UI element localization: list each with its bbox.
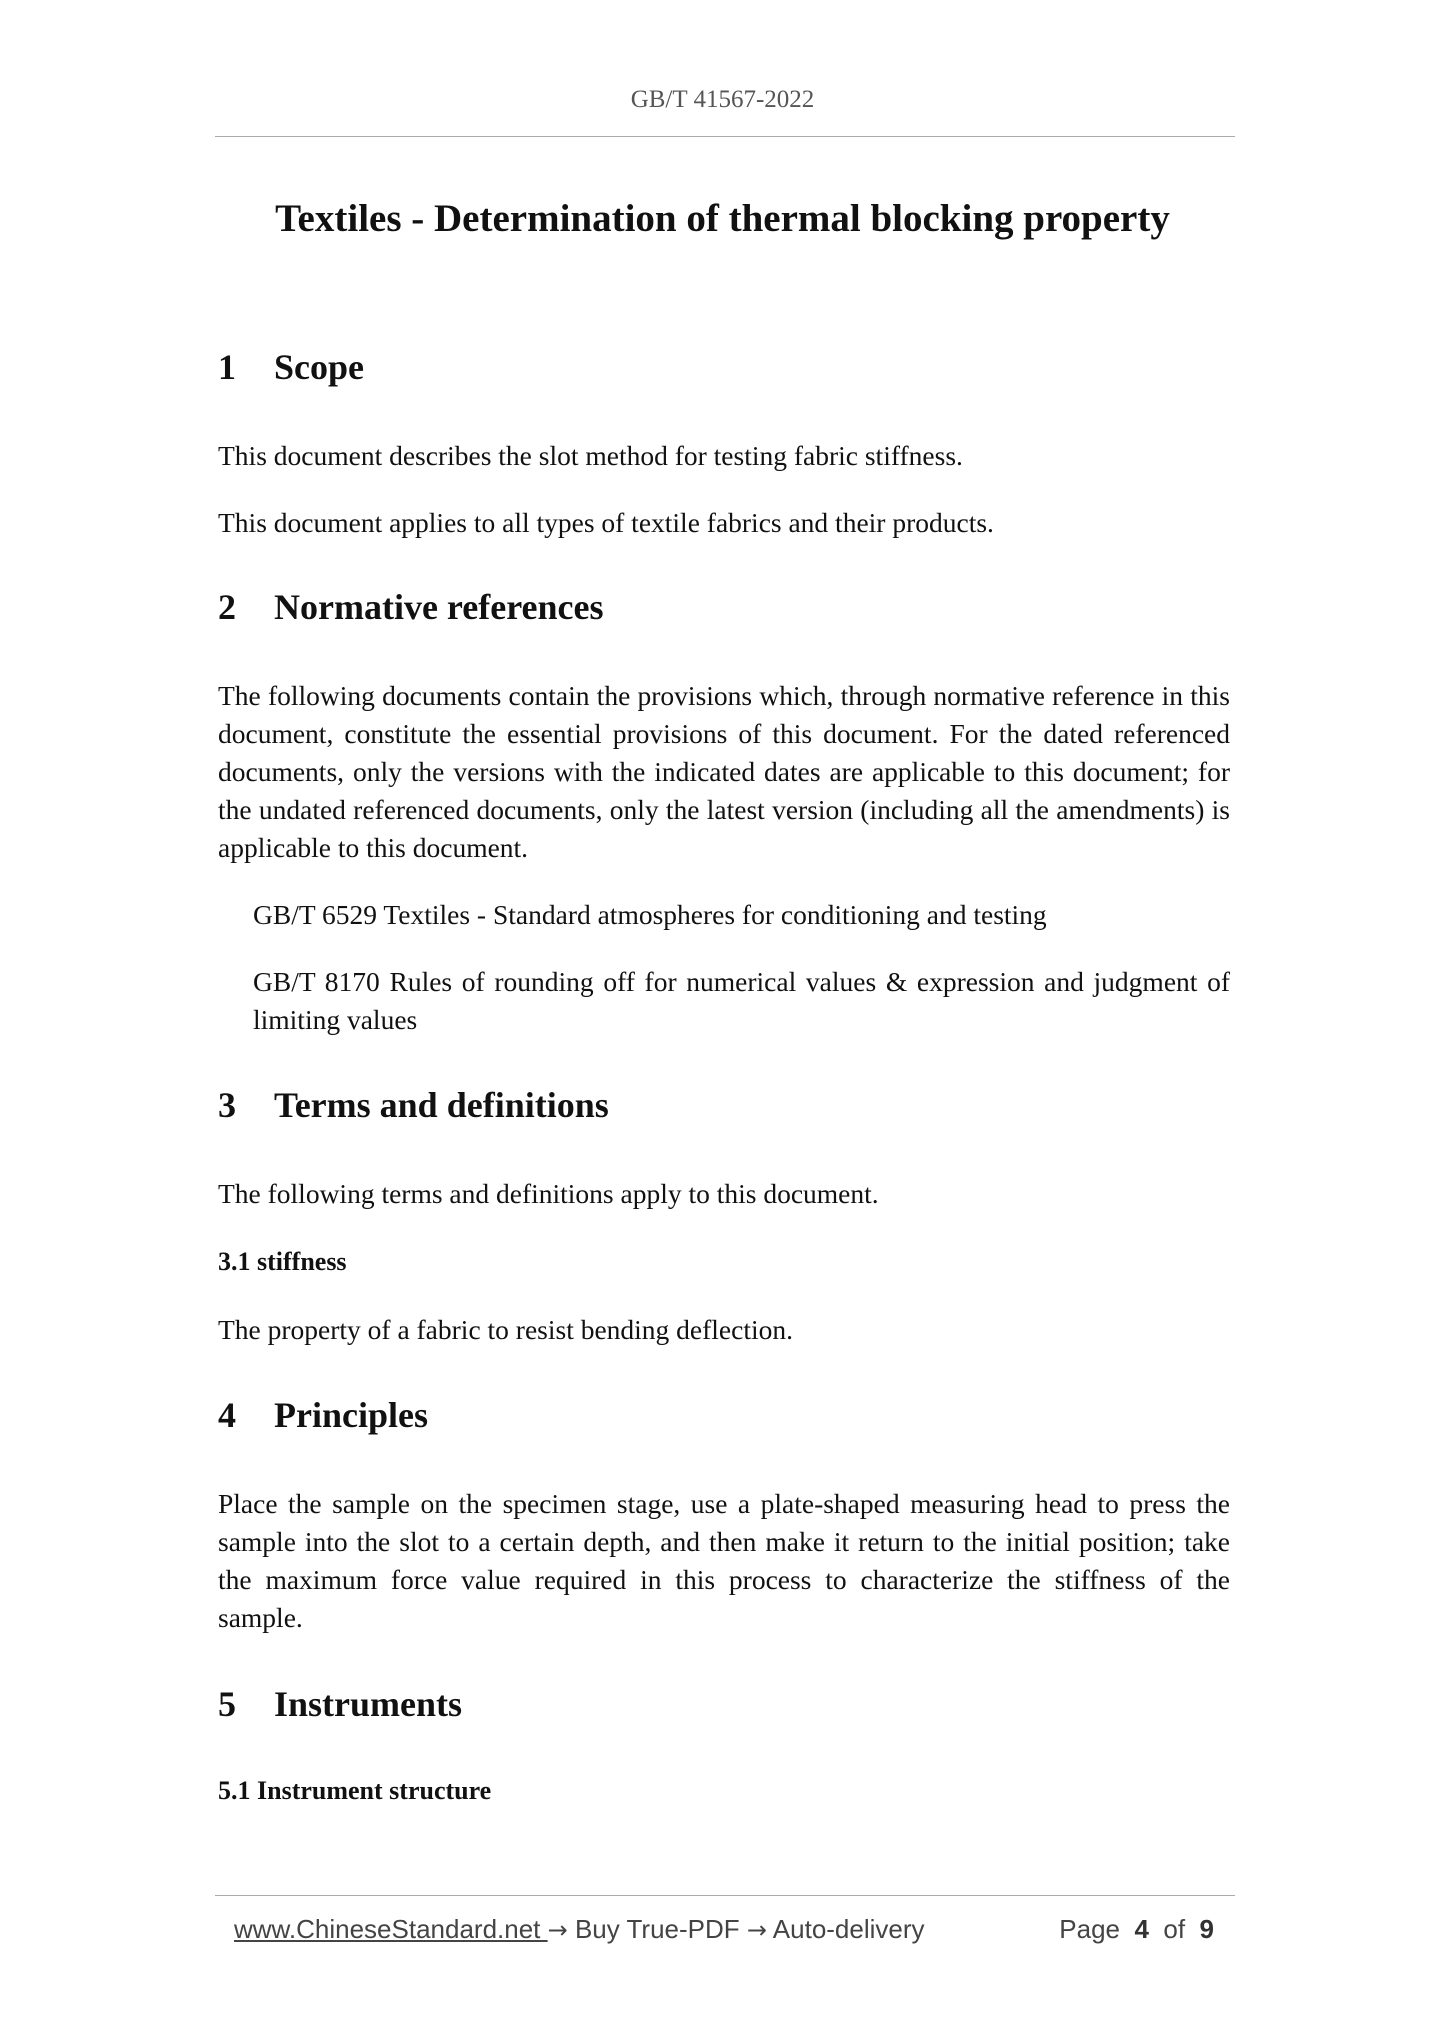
paragraph: Place the sample on the specimen stage, use a plate-shaped measuring head to press the sample into the slot to a certain depth, and then make it return to the initial position; take the maximum force value required in this process to characterize the stiffness of the sample.: [218, 1488, 1230, 1633]
section-title: Terms and definitions: [274, 1085, 609, 1125]
page-label: Page: [1059, 1914, 1121, 1944]
page-number: 4: [1134, 1914, 1149, 1944]
of-label: of: [1163, 1914, 1186, 1944]
subsection-heading: 5.1 Instrument structure: [218, 1776, 492, 1805]
reference-item: GB/T 6529 Textiles - Standard atmospheres for conditioning and testing: [253, 899, 1047, 930]
section-number: 1: [218, 347, 236, 387]
buy-pdf-text: Buy True-PDF: [567, 1914, 747, 1944]
paragraph: The following terms and definitions apply to this document.: [218, 1178, 879, 1209]
website-link[interactable]: www.ChineseStandard.net: [234, 1914, 548, 1944]
section-number: 2: [218, 587, 236, 627]
paragraph: This document applies to all types of textile fabrics and their products.: [218, 507, 994, 538]
paragraph: The following documents contain the provisions which, through normative reference in this document, constitute the essential provisions of this document. For the dated referenced documents, only the versions with the indicated dates are applicable to this document; for the undated referenced documents, only the latest version (including all the amendments) is applicable to this document.: [218, 680, 1230, 863]
header-divider: [215, 136, 1235, 137]
section-heading-instruments: [218, 1683, 462, 1725]
term-heading: 3.1 stiffness: [218, 1247, 347, 1276]
page-indicator: [1059, 1914, 1214, 1945]
reference-item: GB/T 8170 Rules of rounding off for numerical values & expression and judgment of limiting values: [253, 966, 1230, 1035]
section-title: Principles: [274, 1395, 428, 1435]
section-title: Normative references: [274, 587, 604, 627]
page-total: 9: [1199, 1914, 1214, 1944]
arrow-right-icon: →: [547, 1916, 568, 1944]
document-title: Textiles - Determination of thermal blocking property: [275, 197, 1170, 240]
standard-code: GB/T 41567-2022: [630, 86, 815, 113]
section-number: 5: [218, 1684, 236, 1724]
paragraph: This document describes the slot method for testing fabric stiffness.: [218, 440, 963, 471]
footer-divider: [215, 1895, 1235, 1896]
auto-delivery-text: Auto-delivery: [767, 1914, 925, 1944]
section-heading-scope: [218, 346, 364, 388]
section-heading-terms-and-definitions: [218, 1084, 609, 1126]
section-number: 3: [218, 1085, 236, 1125]
section-heading-principles: [218, 1394, 428, 1436]
term-definition: The property of a fabric to resist bending deflection.: [218, 1314, 794, 1345]
section-title: Scope: [274, 347, 364, 387]
section-heading-normative-references: [218, 586, 604, 628]
section-title: Instruments: [274, 1684, 463, 1724]
section-number: 4: [218, 1395, 236, 1435]
arrow-right-icon: →: [746, 1916, 767, 1944]
page-footer: [234, 1914, 1214, 1950]
